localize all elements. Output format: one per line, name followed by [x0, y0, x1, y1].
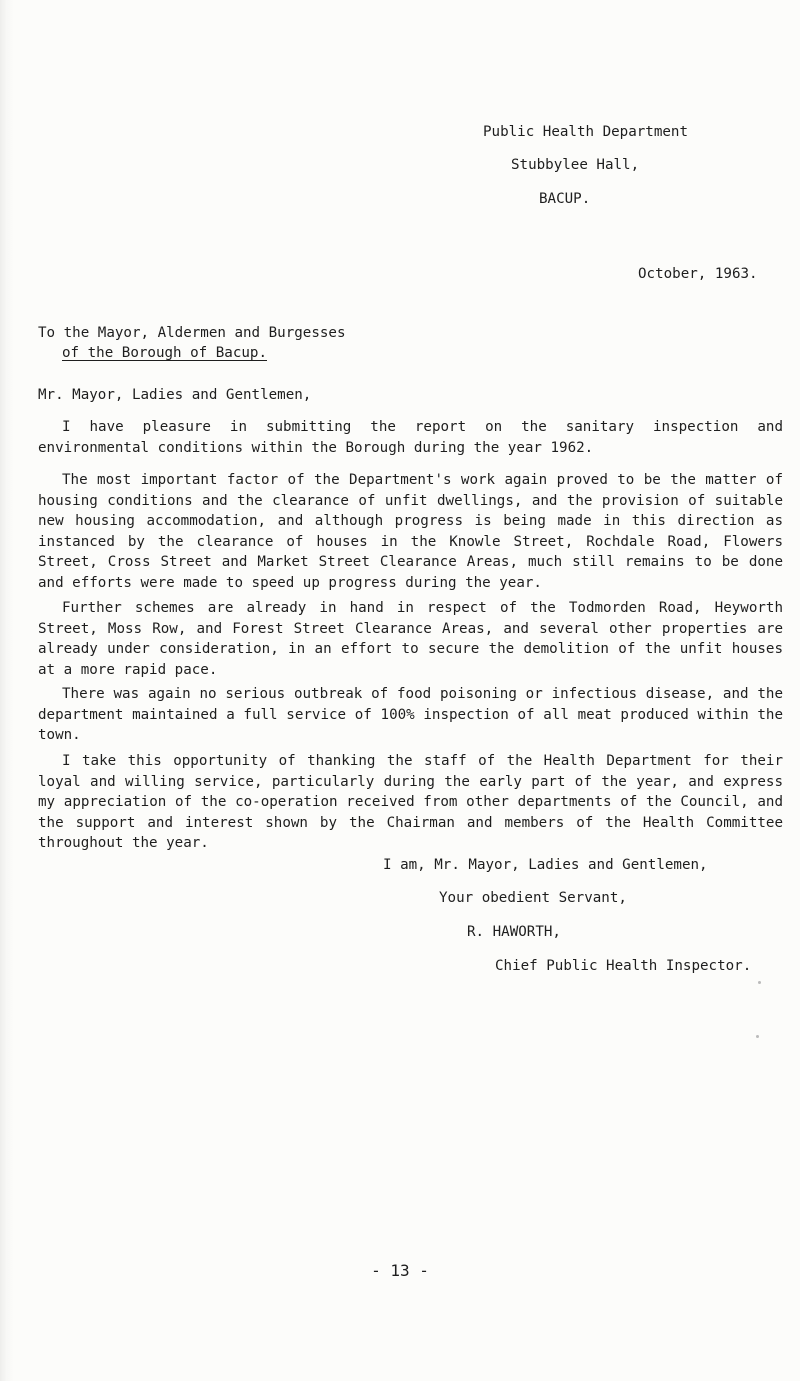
page-number: - 13 - — [371, 1261, 429, 1280]
closing-line: I am, Mr. Mayor, Ladies and Gentlemen, — [383, 857, 708, 873]
paragraph-2: The most important factor of the Department's work again proved to be the matter of housing conditions and the clearance of unfit dwellings, and the provision of suitable new housing accommodation, and although progress is being made in this direction as instanced by the clearance of houses in the Knowle Street, Rochdale Road, Flowers Street, Cross Street and Market Street Clearance Areas, much still remains to be done and efforts were made to speed up progress during the year. — [38, 472, 783, 591]
addressee-line-1: To the Mayor, Aldermen and Burgesses — [38, 325, 346, 341]
department-name: Public Health Department — [483, 124, 688, 140]
signatory-title: Chief Public Health Inspector. — [495, 958, 752, 974]
paragraph-3: Further schemes are already in hand in respect of the Todmorden Road, Heyworth Street, Moss Row, and Forest Street Clearance Areas, and several other properties are already under consideration, in an effort to secure the demolition of the unfit houses at a more rapid pace. — [38, 600, 783, 678]
building-name: Stubbylee Hall, — [511, 157, 640, 173]
paragraph-1: I have pleasure in submitting the report on the sanitary inspection and environmental conditions within the Borough during the year 1962. — [38, 419, 783, 456]
letter-date: October, 1963. — [638, 266, 758, 282]
addressee-line-2: of the Borough of Bacup. — [62, 345, 267, 361]
closing-servant: Your obedient Servant, — [439, 890, 627, 906]
salutation: Mr. Mayor, Ladies and Gentlemen, — [38, 387, 312, 403]
town-name: BACUP. — [539, 191, 591, 207]
paper-speck — [758, 981, 761, 984]
signatory-name: R. HAWORTH, — [467, 924, 561, 940]
paragraph-4: There was again no serious outbreak of food poisoning or infectious disease, and the department maintained a full service of 100% inspection of all meat produced within the town. — [38, 686, 783, 743]
paper-speck — [756, 1035, 759, 1038]
paragraph-5: I take this opportunity of thanking the staff of the Health Department for their loyal and willing service, particularly during the early part of the year, and express my appreciation of the co-operation received from other departments of the Council, and the support and interest shown by the Chairman and members of the Health Committee throughout the year. — [38, 753, 783, 851]
